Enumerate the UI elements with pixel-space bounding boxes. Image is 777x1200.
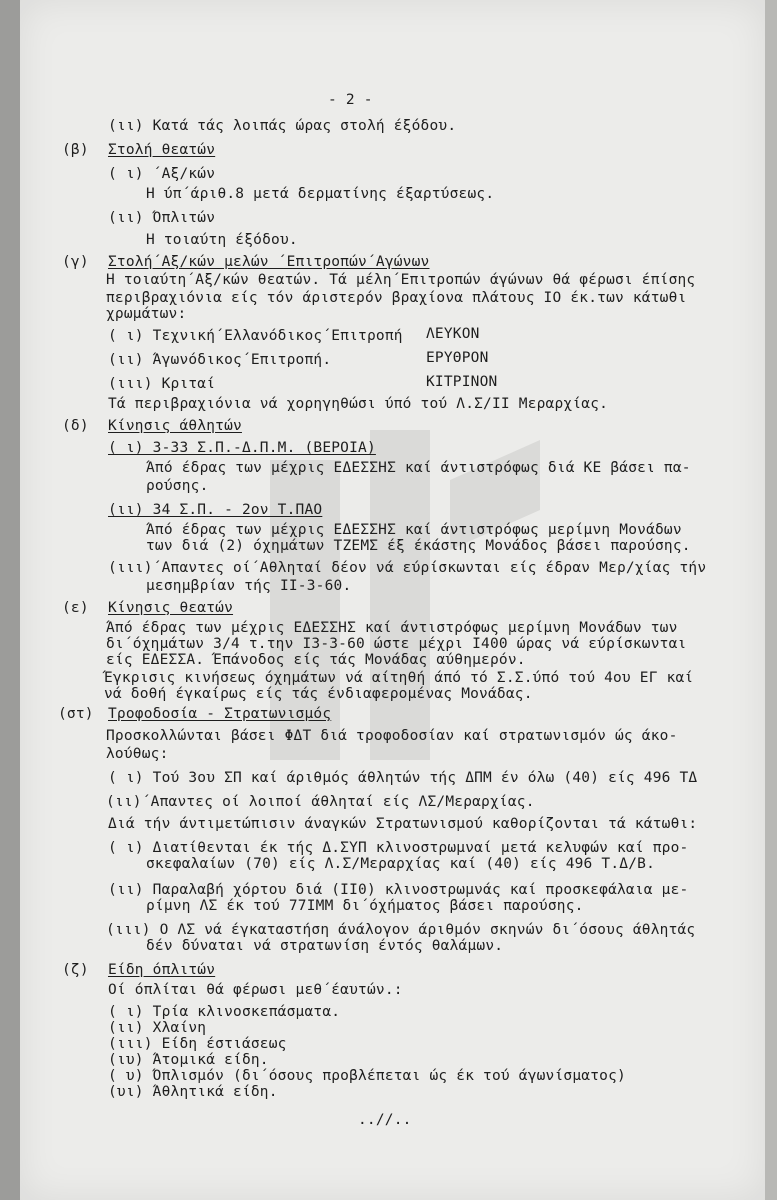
text-line: (ιι) 34 Σ.Π. - 2ον Τ.ΠΑΟ bbox=[108, 502, 323, 518]
list-item: (ιι) Χλαίνη bbox=[108, 1020, 207, 1036]
list-item: (υι) Άθλητικά είδη. bbox=[108, 1084, 278, 1100]
text-line: (ιιι) Ο ΛΣ νά έγκαταστήση άνάλογον άριθμόν σκηνών δι΄όσους άθλητάς bbox=[106, 922, 696, 938]
text-line: ( ι) Τεχνική΄Ελλανόδικος΄Επιτροπή bbox=[108, 328, 403, 344]
section-label: (δ) bbox=[62, 418, 89, 434]
text-line: Τά περιβραχιόνια νά χορηγηθώσι ύπό τού Λ.Σ/ΙΙ Μεραρχίας. bbox=[108, 396, 609, 412]
text-line: (ιι) Όπλιτών bbox=[108, 210, 216, 226]
text-line: Οί όπλίται θά φέρωσι μεθ΄έαυτών.: bbox=[108, 982, 403, 998]
scan-right-edge bbox=[765, 0, 777, 1200]
text-line: Διά τήν άντιμετώπισιν άναγκών Στρατωνισμού καθορίζονται τά κάτωθι: bbox=[108, 816, 698, 832]
text-line: λούθως: bbox=[106, 746, 169, 762]
text-line: δέν δύναται νά στρατωνίση έντός θαλάμων. bbox=[146, 938, 504, 954]
text-line: Προσκολλώνται βάσει ΦΔΤ διά τροφοδοσίαν καί στρατωνισμόν ώς άκο- bbox=[106, 728, 678, 744]
text-line: (ιι) Κατά τάς λοιπάς ώρας στολή έξόδου. bbox=[108, 118, 457, 134]
text-line: (ιι) Παραλαβή χόρτου διά (ΙΙ0) κλινοστρωμνάς καί προσκεφάλαια με- bbox=[108, 882, 689, 898]
section-heading: Στολή΄Αξ/κών μελών ΄Επιτροπών΄Αγώνων bbox=[108, 254, 430, 270]
text-line: ( ι) 3-33 Σ.Π.-Δ.Π.Μ. (ΒΕΡΟΙΑ) bbox=[108, 440, 376, 456]
text-line: ρίμνη ΛΣ έκ τού 77ΙΜΜ δι΄όχήματος βάσει παρούσης. bbox=[146, 898, 584, 914]
text-line: ( ι) ΄Αξ/κών bbox=[108, 166, 216, 182]
text-line: (ιι)΄Απαντες οί λοιποί άθληταί είς ΛΣ/Μεραρχίας. bbox=[106, 794, 535, 810]
section-heading: Τροφοδοσία - Στρατωνισμός bbox=[108, 706, 332, 722]
text-line: (ιιι) Κριταί bbox=[108, 376, 216, 392]
list-item: ( υ) Όπλισμόν (δι΄όσους προβλέπεται ώς έκ τού άγωνίσματος) bbox=[108, 1068, 626, 1084]
section-label: (γ) bbox=[62, 254, 89, 270]
text-line: δι΄όχημάτων 3/4 τ.την Ι3-3-60 ώστε μέχρι Ι400 ώρας νά εύρίσκωνται bbox=[106, 636, 687, 652]
section-label: (στ) bbox=[58, 706, 94, 722]
section-heading: Στολή θεατών bbox=[108, 142, 216, 158]
text-line: των διά (2) όχημάτων ΤΖΕΜΣ έξ έκάστης Μονάδος βάσει παρούσης. bbox=[146, 538, 691, 554]
text-line: είς ΕΔΕΣΣΑ. Έπάνοδος είς τάς Μονάδας αύθημερόν. bbox=[106, 652, 526, 668]
text-line: Η τοιαύτη έξόδου. bbox=[146, 232, 298, 248]
text-line: Η τοιαύτη΄Αξ/κών θεατών. Τά μέλη΄Επιτροπών άγώνων θά φέρωσι έπίσης bbox=[106, 272, 696, 288]
section-label: (β) bbox=[62, 142, 89, 158]
text-line: νά δοθή έγκαίρως είς τάς ένδιαφερομένας Μονάδας. bbox=[104, 686, 533, 702]
section-heading: Είδη όπλιτών bbox=[108, 962, 216, 978]
text-line: Άπό έδρας των μέχρις ΕΔΕΣΣΗΣ καί άντιστρόφως μερίμνη Μονάδων bbox=[146, 522, 682, 538]
color-value: ΕΡΥΘΡΟΝ bbox=[426, 350, 489, 366]
continuation-mark: ..//.. bbox=[358, 1112, 412, 1128]
document-page bbox=[20, 0, 765, 1200]
section-label: (ζ) bbox=[62, 962, 89, 978]
list-item: (ιυ) Άτομικά είδη. bbox=[108, 1052, 269, 1068]
text-line: χρωμάτων: bbox=[106, 306, 187, 322]
text-line: ( ι) Διατίθενται έκ τής Δ.ΣΥΠ κλινοστρωμναί μετά κελυφών καί προ- bbox=[108, 840, 689, 856]
section-label: (ε) bbox=[62, 600, 89, 616]
text-line: Η ύπ΄άριθ.8 μετά δερματίνης έξαρτύσεως. bbox=[146, 186, 495, 202]
list-item: ( ι) Τρία κλινοσκεπάσματα. bbox=[108, 1004, 341, 1020]
color-value: ΛΕΥΚΟΝ bbox=[426, 326, 480, 342]
text-line: μεσημβρίαν τής ΙΙ-3-60. bbox=[146, 578, 352, 594]
text-line: Έγκρισις κινήσεως όχημάτων νά αίτηθή άπό τό Σ.Σ.ύπό τού 4ου ΕΓ καί bbox=[104, 670, 694, 686]
text-line: ρούσης. bbox=[146, 478, 209, 494]
text-line: ( ι) Τού 3ου ΣΠ καί άριθμός άθλητών τής ΔΠΜ έν όλω (40) είς 496 ΤΔ bbox=[108, 770, 698, 786]
text-line: (ιιι)΄Απαντες οί΄Αθληταί δέον νά εύρίσκωνται είς έδραν Μερ/χίας τήν bbox=[108, 560, 707, 576]
text-line: περιβραχιόνια είς τόν άριστερόν βραχίονα πλάτους ΙΟ έκ.των κάτωθι bbox=[106, 290, 687, 306]
color-value: ΚΙΤΡΙΝΟΝ bbox=[426, 374, 498, 390]
list-item: (ιιι) Είδη έστιάσεως bbox=[108, 1036, 287, 1052]
text-line: Άπό έδρας των μέχρις ΕΔΕΣΣΗΣ καί άντιστρόφως διά ΚΕ βάσει πα- bbox=[146, 460, 691, 476]
text-line: (ιι) Άγωνόδικος΄Επιτροπή. bbox=[108, 352, 332, 368]
text-line: Άπό έδρας των μέχρις ΕΔΕΣΣΗΣ καί άντιστρόφως μερίμνη Μονάδων των bbox=[106, 620, 678, 636]
text-line: σκεφαλαίων (70) είς Λ.Σ/Μεραρχίας καί (40) είς 496 Τ.Δ/Β. bbox=[146, 856, 655, 872]
page-number: - 2 - bbox=[328, 92, 373, 108]
section-heading: Κίνησις άθλητών bbox=[108, 418, 242, 434]
section-heading: Κίνησις θεατών bbox=[108, 600, 234, 616]
scan-left-edge bbox=[0, 0, 20, 1200]
